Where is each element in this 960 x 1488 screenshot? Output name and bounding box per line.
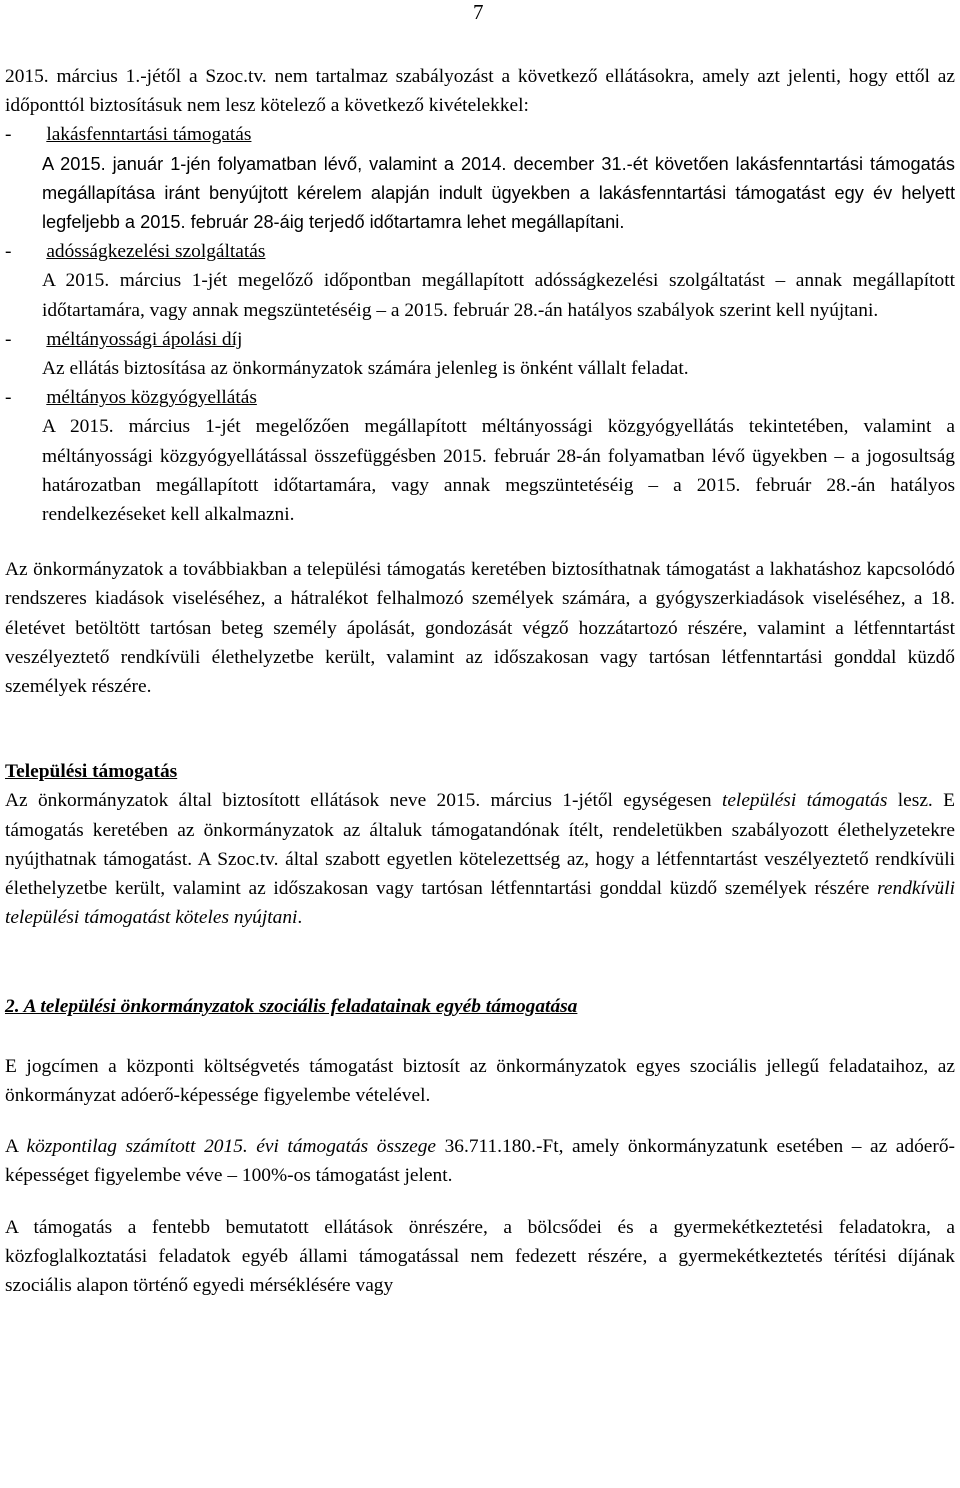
item-apolasi-dij-text: Az ellátás biztosítása az önkormányzatok számára jelenleg is önként vállalt feladat. — [42, 358, 689, 380]
text-run: 36.711.180.-Ft, amely önkormányzatunk esetében – az adóerő-képességet figyelembe véve – 100%-os támogatást jelent. — [5, 1136, 955, 1187]
section-2-paragraph-3: A támogatás a fentebb bemutatott ellátások önrészére, a bölcsődei és a gyermekétkeztetési feladatokra, a közfoglalkoztatási feladatok egyéb állami támogatással nem fedezett részére, a gyermekétkeztetés térítési díjának szociális alapon történő egyedi mérséklésére vagy — [5, 1216, 955, 1296]
onkormanyzatok-paragraph: Az önkormányzatok a továbbiakban a települési támogatás keretében biztosíthatnak támogatást a lakhatáshoz kapcsolódó rendszeres kiadások viseléséhez, a hátralékot felhalmozó személyek számára, a gyógyszerkiadások viseléséhez, a 18. életévet betöltött tartósan beteg személy ápolását, gondozását végző hozzátartozó részére, valamint a létfenntartást veszélyeztető rendkívüli élethelyzetbe került, valamint az időszakosan vagy tartósan létfenntartási gonddal küzdő személyek részére. — [5, 559, 955, 698]
item-lakasfenntartasi-heading — [5, 120, 955, 149]
text-run: A — [5, 1136, 27, 1158]
telepulesi-tamogatas-paragraph — [5, 786, 955, 932]
item-kozgyogyellatas-text: A 2015. március 1-jét megelőzően megállapított méltányossági közgyógyellátás tekintetében, valamint a méltányossági közgyógyellátással összefüggésben 2015. február 28-án folyamatban lévő ügyekben – a jogosultság határozatban megállapított időtartamára, vagy annak megszüntetéséig – a 2015. február 28.-án hatályos rendelkezéseket kell alkalmazni. — [42, 416, 955, 526]
item-title: méltányos közgyógyellátás — [46, 387, 257, 409]
item-adossagkezelesi-text: A 2015. március 1-jét megelőző időpontban megállapított adósságkezelési szolgáltatást – annak megállapított időtartamára, vagy annak megszüntetéséig – a 2015. február 28.-án hatályos szabályok szerint kell nyújtani. — [42, 270, 955, 321]
text-run: Az önkormányzatok által biztosított ellátások neve 2015. március 1-jétől egységesen — [5, 790, 722, 812]
item-adossagkezelesi-heading — [5, 237, 955, 266]
item-title: adósságkezelési szolgáltatás — [46, 241, 266, 263]
section-2-heading — [5, 992, 955, 1021]
intro-paragraph: 2015. március 1.-jétől a Szoc.tv. nem tartalmaz szabályozást a következő ellátásokra, amely azt jelenti, hogy ettől az időponttól biztosításuk nem lesz kötelező a következő kivételekkel: — [5, 66, 955, 117]
item-kozgyogyellatas-heading — [5, 383, 955, 412]
item-apolasi-dij-heading — [5, 325, 955, 354]
section-2-heading-text: 2. A települési önkormányzatok szociális feladatainak egyéb támogatása — [5, 996, 578, 1018]
document-body — [5, 62, 955, 1300]
text-run: . — [297, 907, 303, 929]
list-dash: - — [5, 328, 17, 350]
item-lakasfenntartasi-text: A 2015. január 1-jén folyamatban lévő, valamint a 2014. december 31.-ét követően lakásfenntartási támogatás megállapítása iránt benyújtott kérelem alapján indult ügyekben a lakásfenntartási támogatást egy év helyett legfeljebb a 2015. február 28-áig terjedő időtartamra lehet megállapítani. — [42, 153, 955, 233]
text-run: lesz. E támogatás keretében az önkormányzatok az általuk támogatandónak ítélt, rendeletükben szabályozott élethelyzetekre nyújthatnak támogatást. A Szoc.tv. által szabott egyetlen kötelezettség az, hogy a létfenntartást veszélyeztető rendkívüli élethelyzetbe került, valamint az időszakosan vagy tartósan létfenntartási gonddal küzdő személyek részére — [5, 790, 955, 900]
item-title: méltányossági ápolási díj — [46, 328, 243, 350]
section-2-paragraph-2 — [5, 1132, 955, 1190]
page-number: 7 — [473, 0, 484, 24]
item-title: lakásfenntartási támogatás — [46, 124, 252, 146]
italic-term: központilag számított 2015. évi támogatás összege — [26, 1136, 437, 1158]
italic-term: rendkívüli települési támogatást köteles nyújtani — [5, 878, 955, 929]
list-dash: - — [5, 124, 17, 146]
italic-term: települési támogatás — [721, 790, 888, 812]
list-dash: - — [5, 241, 17, 263]
section-2-paragraph-1: E jogcímen a központi költségvetés támogatást biztosít az önkormányzatok egyes szociális jellegű feladataihoz, az önkormányzat adóerő-képessége figyelembe vételével. — [5, 1055, 955, 1106]
telepulesi-tamogatas-heading: Települési támogatás — [5, 761, 178, 783]
list-dash: - — [5, 387, 17, 409]
